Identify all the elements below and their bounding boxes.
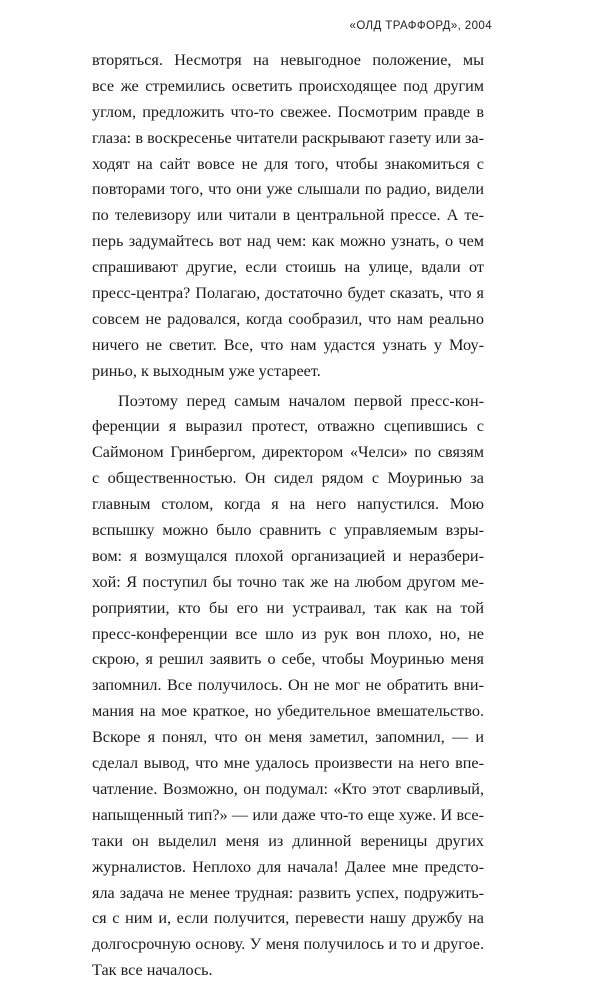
- text-line: ходят на сайт вовсе не для того, чтобы знакомиться с: [92, 154, 484, 173]
- text-line: роприятии, кто бы его ни устраивал, так как на той: [92, 598, 484, 617]
- text-line: таки он выделил меня из длинной вереницы других: [92, 831, 484, 850]
- paragraph: [92, 389, 484, 984]
- text-line: перь задумайтесь вот над чем: как можно узнать, о чем: [92, 232, 484, 251]
- text-line: совсем не радовался, когда сообразил, что нам реально: [92, 309, 484, 328]
- text-line: риньо, к выходным уже устареет.: [92, 361, 321, 380]
- paragraph: [92, 48, 484, 385]
- text-line: Вскоре я понял, что он меня заметил, запомнил, — и: [92, 728, 484, 747]
- text-line: ференции я выразил протест, отважно сцепившись с: [92, 417, 484, 436]
- text-line: запомнил. Все получилось. Он не мог не обратить вни-: [92, 676, 484, 695]
- text-line: пресс-конференции все шло из рук вон плохо, но, не: [92, 624, 484, 643]
- text-line: мания на мое краткое, но убедительное вмешательство.: [92, 702, 484, 721]
- text-line: чатление. Возможно, он подумал: «Кто этот сварливый,: [92, 779, 484, 798]
- text-line: журналистов. Неплохо для начала! Далее мне предсто-: [92, 857, 484, 876]
- text-line: ничего не светит. Все, что нам удастся узнать у Моу-: [92, 335, 484, 354]
- text-line: скрою, я решил заявить о себе, чтобы Моуринью меня: [92, 650, 484, 669]
- text-line: хой: Я поступил бы точно так же на любом другом ме-: [92, 572, 484, 591]
- text-line: по телевизору или читали в центральной прессе. А те-: [92, 206, 484, 225]
- text-line: с общественностью. Он сидел рядом с Моуринью за: [92, 469, 484, 488]
- text-line: ся с ним и, если получится, перевести нашу дружбу на: [92, 909, 484, 928]
- text-line: Поэтому перед самым началом первой пресс-кон-: [118, 391, 484, 410]
- text-line: главным столом, когда я на него напустился. Мою: [92, 495, 484, 514]
- body-text: [92, 48, 484, 984]
- text-line: вторяться. Несмотря на невыгодное положение, мы: [92, 51, 484, 69]
- text-line: сделал вывод, что мне удалось произвести на него впе-: [92, 754, 484, 773]
- text-line: пресс-центра? Полагаю, достаточно будет сказать, что я: [92, 284, 484, 303]
- text-line: спрашивают другие, если стоишь на улице, вдали от: [92, 258, 484, 277]
- text-line: яла задача не менее трудная: развить успех, подружить-: [92, 883, 484, 902]
- text-line: углом, предложить что-то свежее. Посмотрим правде в: [92, 102, 484, 121]
- text-line: все же стремились осветить происходящее под другим: [92, 76, 484, 95]
- text-line: вом: я возмущался плохой организацией и неразбери-: [92, 546, 484, 565]
- running-head: «ОЛД ТРАФФОРД», 2004: [349, 20, 492, 32]
- text-line: повторами того, что они уже слышали по радио, видели: [92, 180, 484, 199]
- text-line: вспышку можно было сравнить с управляемым взры-: [92, 521, 484, 540]
- text-line: Так все началось.: [92, 961, 213, 980]
- text-line: глаза: в воскресенье читатели раскрывают газету или за-: [92, 128, 484, 147]
- text-line: долгосрочную основу. У меня получилось и то и другое.: [92, 935, 484, 954]
- text-line: Саймоном Гринбергом, директором «Челси» по связям: [92, 443, 484, 462]
- text-line: напыщенный тип?» — или даже что-то еще хуже. И все-: [92, 805, 484, 824]
